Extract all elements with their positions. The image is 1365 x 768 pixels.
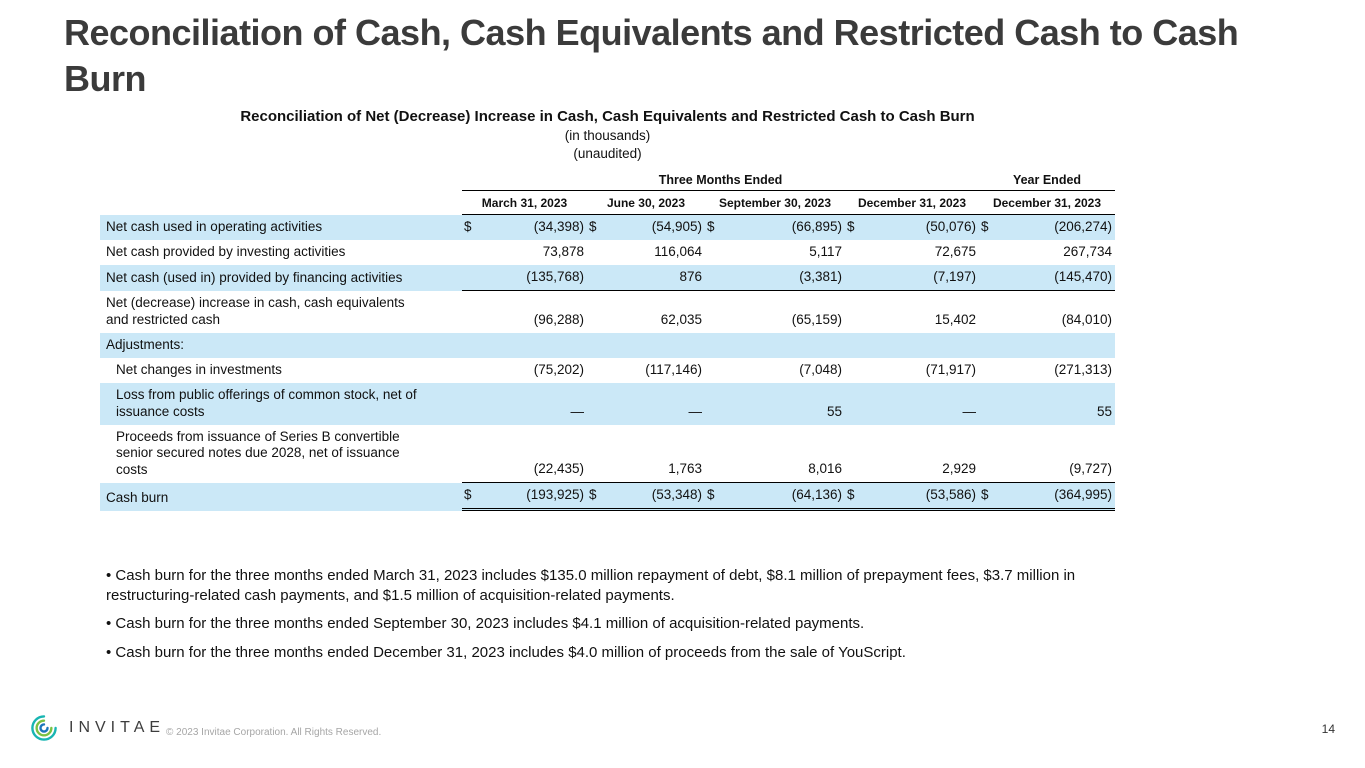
- table-row: [100, 358, 1115, 383]
- row-label-cell: [100, 483, 462, 511]
- column-header: June 30, 2023: [587, 191, 705, 215]
- cell-value: (65,159): [791, 311, 842, 327]
- row-label-cell: [100, 333, 462, 358]
- cell-value: 55: [826, 403, 842, 419]
- cell-value: 876: [679, 269, 702, 284]
- column-header: December 31, 2023: [845, 191, 979, 215]
- value-cell: [587, 240, 705, 265]
- cell-value: (64,136): [791, 487, 842, 503]
- dollar-sign: $: [464, 487, 472, 503]
- value-cell: [979, 240, 1115, 265]
- column-header: March 31, 2023: [462, 191, 587, 215]
- row-label: Net cash (used in) provided by financing activities: [106, 270, 403, 286]
- column-header: September 30, 2023: [705, 191, 845, 215]
- invitae-swirl-icon: [28, 712, 60, 744]
- value-cell: [845, 265, 979, 291]
- value-cell: [705, 265, 845, 291]
- cell-value: (53,586): [925, 487, 976, 503]
- cell-value: (34,398): [533, 219, 584, 234]
- logo-wordmark: INVITAE: [69, 719, 166, 736]
- cell-value: (135,768): [526, 269, 584, 284]
- column-header: December 31, 2023: [979, 191, 1115, 215]
- table-body: [100, 215, 1115, 511]
- table-row: [100, 265, 1115, 291]
- cell-value: (193,925): [526, 487, 584, 503]
- cell-value: 8,016: [808, 461, 842, 477]
- cell-value: (9,727): [1069, 461, 1112, 477]
- table-subtitle-unaudited: (unaudited): [573, 146, 642, 161]
- value-cell: [705, 291, 845, 333]
- cell-value: —: [570, 403, 584, 419]
- value-cell: [845, 383, 979, 425]
- row-label: Adjustments:: [106, 336, 185, 352]
- value-cell: [705, 383, 845, 425]
- value-cell: [979, 483, 1115, 511]
- cell-value: 2,929: [942, 461, 976, 477]
- dollar-sign: $: [589, 487, 597, 503]
- value-cell: [979, 291, 1115, 333]
- group-header-three-months: [462, 171, 979, 191]
- group-header-year-ended: [979, 171, 1115, 191]
- table-row: [100, 215, 1115, 240]
- value-cell: [845, 483, 979, 511]
- cell-value: 55: [1096, 403, 1112, 419]
- value-cell: [705, 358, 845, 383]
- row-label-cell: [100, 291, 462, 333]
- cell-value: 267,734: [1063, 244, 1112, 259]
- cell-value: 116,064: [654, 244, 702, 259]
- value-cell: [705, 215, 845, 240]
- column-group-row: [100, 171, 1115, 191]
- value-cell: [705, 425, 845, 484]
- cell-value: (7,048): [799, 361, 842, 377]
- table-area: [100, 108, 1115, 511]
- dollar-sign: $: [707, 219, 715, 234]
- dollar-sign: $: [464, 219, 472, 234]
- value-cell: [587, 265, 705, 291]
- value-cell: [462, 333, 587, 358]
- cell-value: 73,878: [542, 244, 584, 259]
- row-label: Net (decrease) increase in cash, cash equivalents and restricted cash: [106, 295, 405, 327]
- value-cell: [587, 215, 705, 240]
- value-cell: [979, 383, 1115, 425]
- page-number: 14: [1321, 722, 1335, 736]
- value-cell: [845, 358, 979, 383]
- cell-value: 62,035: [660, 311, 702, 327]
- row-label: Net cash used in operating activities: [106, 219, 323, 235]
- table-heading: Reconciliation of Net (Decrease) Increase in Cash, Cash Equivalents and Restricted Cash to Cash Burn: [240, 108, 975, 125]
- cell-value: (22,435): [533, 461, 584, 477]
- page-title: Reconciliation of Cash, Cash Equivalents and Restricted Cash to Cash Burn: [64, 12, 1239, 100]
- dollar-sign: $: [847, 219, 855, 234]
- cell-value: (84,010): [1061, 311, 1112, 327]
- cell-value: (206,274): [1054, 219, 1112, 234]
- table-row: [100, 333, 1115, 358]
- dollar-sign: $: [981, 219, 989, 234]
- cell-value: 72,675: [934, 244, 976, 259]
- value-cell: [462, 358, 587, 383]
- company-logo: [28, 712, 165, 744]
- value-cell: [462, 383, 587, 425]
- cell-value: (71,917): [925, 361, 976, 377]
- row-label-cell: [100, 425, 462, 484]
- row-label-cell: [100, 265, 462, 291]
- table-row: [100, 383, 1115, 425]
- cell-value: 1,763: [668, 461, 702, 477]
- cell-value: (96,288): [533, 311, 584, 327]
- value-cell: [845, 240, 979, 265]
- value-cell: [845, 291, 979, 333]
- value-cell: [462, 483, 587, 511]
- empty-corner-cell: [100, 191, 462, 215]
- value-cell: [462, 425, 587, 484]
- dollar-sign: $: [847, 487, 855, 503]
- value-cell: [845, 215, 979, 240]
- column-header-row: [100, 191, 1115, 215]
- row-label: Proceeds from issuance of Series B convertible senior secured notes due 2028, net of issuance costs: [116, 428, 400, 478]
- cell-value: (3,381): [799, 269, 842, 284]
- copyright-text: © 2023 Invitae Corporation. All Rights Reserved.: [166, 727, 382, 738]
- footnote: • Cash burn for the three months ended March 31, 2023 includes $135.0 million repayment of debt, $8.1 million of prepayment fees, $3.7 million in restructuring-related cash payments, and $1.5 million of acquisition-related payments.: [106, 567, 1076, 604]
- value-cell: [587, 333, 705, 358]
- cell-value: (66,895): [791, 219, 842, 234]
- footnote: • Cash burn for the three months ended December 31, 2023 includes $4.0 million of proceeds from the sale of YouScript.: [106, 643, 906, 661]
- group-header-label: Year Ended: [979, 171, 1115, 191]
- reconciliation-table: [100, 171, 1115, 511]
- row-label-cell: [100, 383, 462, 425]
- cell-value: (145,470): [1054, 269, 1112, 284]
- value-cell: [462, 291, 587, 333]
- empty-corner-cell: [100, 171, 462, 191]
- value-cell: [462, 215, 587, 240]
- value-cell: [587, 383, 705, 425]
- value-cell: [705, 333, 845, 358]
- table-row: [100, 240, 1115, 265]
- cell-value: (53,348): [651, 487, 702, 503]
- value-cell: [845, 425, 979, 484]
- value-cell: [587, 483, 705, 511]
- cell-value: (75,202): [533, 361, 584, 377]
- table-row: [100, 291, 1115, 333]
- row-label: Loss from public offerings of common stock, net of issuance costs: [116, 386, 417, 419]
- cell-value: (50,076): [925, 219, 976, 234]
- cell-value: (7,197): [933, 269, 976, 284]
- cell-value: (54,905): [651, 219, 702, 234]
- cell-value: (117,146): [645, 361, 702, 377]
- value-cell: [705, 240, 845, 265]
- value-cell: [979, 358, 1115, 383]
- value-cell: [587, 291, 705, 333]
- cell-value: 15,402: [934, 311, 976, 327]
- footnote: • Cash burn for the three months ended September 30, 2023 includes $4.1 million of acquisition-related payments.: [106, 615, 865, 632]
- cell-value: —: [688, 403, 702, 419]
- cell-value: 5,117: [809, 244, 842, 259]
- value-cell: [979, 265, 1115, 291]
- cell-value: (271,313): [1054, 361, 1112, 377]
- value-cell: [845, 333, 979, 358]
- value-cell: [587, 425, 705, 484]
- table-subtitle-thousands: (in thousands): [564, 128, 651, 143]
- dollar-sign: $: [589, 219, 597, 234]
- value-cell: [587, 358, 705, 383]
- value-cell: [705, 483, 845, 511]
- row-label-cell: [100, 240, 462, 265]
- value-cell: [462, 265, 587, 291]
- value-cell: [979, 425, 1115, 484]
- footnotes: [106, 566, 1091, 671]
- row-label-cell: [100, 215, 462, 240]
- dollar-sign: $: [981, 487, 989, 503]
- row-label: Cash burn: [106, 490, 169, 506]
- dollar-sign: $: [707, 487, 715, 503]
- cell-value: (364,995): [1054, 487, 1112, 503]
- group-header-label: Three Months Ended: [462, 171, 979, 191]
- cell-value: —: [962, 403, 976, 419]
- value-cell: [462, 240, 587, 265]
- row-label-cell: [100, 358, 462, 383]
- value-cell: [979, 333, 1115, 358]
- table-row: [100, 483, 1115, 511]
- row-label: Net changes in investments: [116, 361, 282, 377]
- table-row: [100, 425, 1115, 484]
- value-cell: [979, 215, 1115, 240]
- row-label: Net cash provided by investing activities: [106, 244, 346, 260]
